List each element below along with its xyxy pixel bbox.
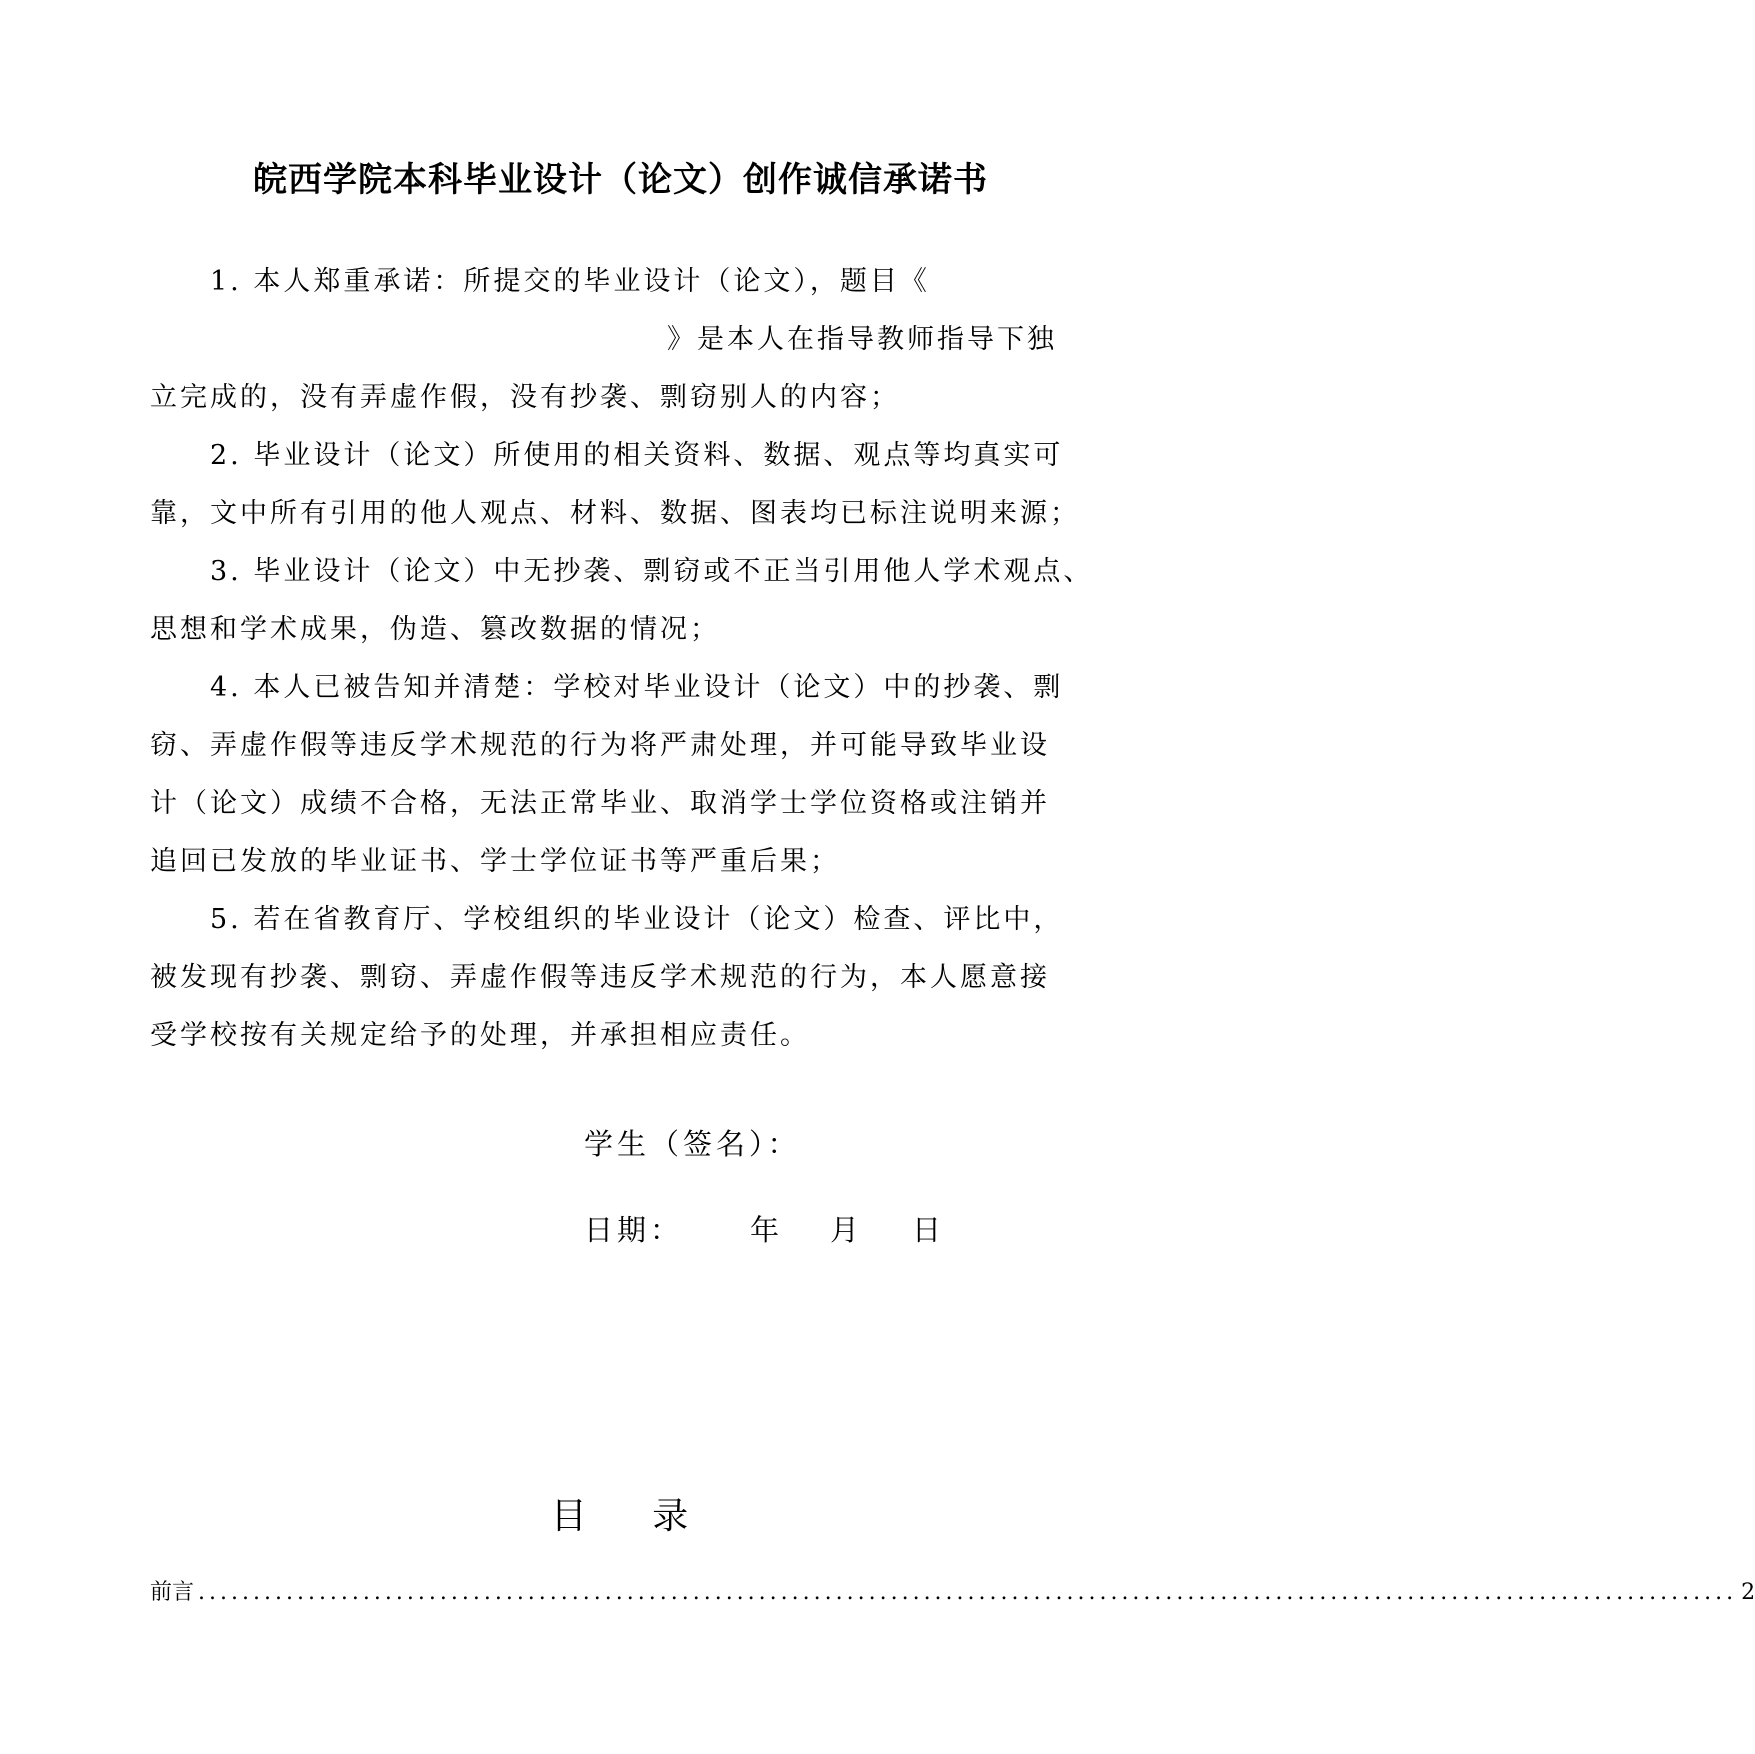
pledge-title: 皖西学院本科毕业设计（论文）创作诚信承诺书 bbox=[253, 160, 988, 200]
toc-entry-page: 2 bbox=[1741, 1580, 1755, 1605]
pledge-line-13: 被发现有抄袭、剽窃、弄虚作假等违反学术规范的行为，本人愿意接 bbox=[150, 962, 1050, 993]
month-label: 月 bbox=[830, 1213, 864, 1247]
pledge-line-5: 靠，文中所有引用的他人观点、材料、数据、图表均已标注说明来源； bbox=[150, 498, 1080, 529]
toc-leader-dots: ............................................................................................................................................ bbox=[198, 1580, 1738, 1605]
date-label: 日期： bbox=[584, 1213, 684, 1247]
pledge-line-4: 2. 毕业设计（论文）所使用的相关资料、数据、观点等均真实可 bbox=[210, 440, 1064, 471]
pledge-line-6: 3. 毕业设计（论文）中无抄袭、剽窃或不正当引用他人学术观点、 bbox=[210, 556, 1094, 587]
toc-entry[interactable] bbox=[150, 1578, 1755, 1608]
year-label: 年 bbox=[750, 1213, 784, 1247]
toc-entry-label: 前言 bbox=[150, 1580, 195, 1605]
pledge-line-2: 》是本人在指导教师指导下独 bbox=[667, 324, 1057, 355]
pledge-line-7: 思想和学术成果，伪造、篡改数据的情况； bbox=[150, 614, 720, 645]
signature-label: 学生（签名）： bbox=[584, 1127, 801, 1161]
pledge-line-11: 追回已发放的毕业证书、学士学位证书等严重后果； bbox=[150, 846, 840, 877]
toc-title: 目 录 bbox=[550, 1496, 691, 1537]
pledge-line-10: 计（论文）成绩不合格，无法正常毕业、取消学士学位资格或注销并 bbox=[150, 788, 1050, 819]
pledge-line-12: 5. 若在省教育厅、学校组织的毕业设计（论文）检查、评比中， bbox=[210, 904, 1064, 935]
pledge-line-14: 受学校按有关规定给予的处理，并承担相应责任。 bbox=[150, 1020, 810, 1051]
day-label: 日 bbox=[912, 1213, 946, 1247]
pledge-line-8: 4. 本人已被告知并清楚：学校对毕业设计（论文）中的抄袭、剽 bbox=[210, 672, 1064, 703]
pledge-line-1: 1. 本人郑重承诺：所提交的毕业设计（论文），题目《 bbox=[210, 266, 930, 297]
pledge-line-9: 窃、弄虚作假等违反学术规范的行为将严肃处理，并可能导致毕业设 bbox=[150, 730, 1050, 761]
pledge-line-3: 立完成的，没有弄虚作假，没有抄袭、剽窃别人的内容； bbox=[150, 382, 900, 413]
